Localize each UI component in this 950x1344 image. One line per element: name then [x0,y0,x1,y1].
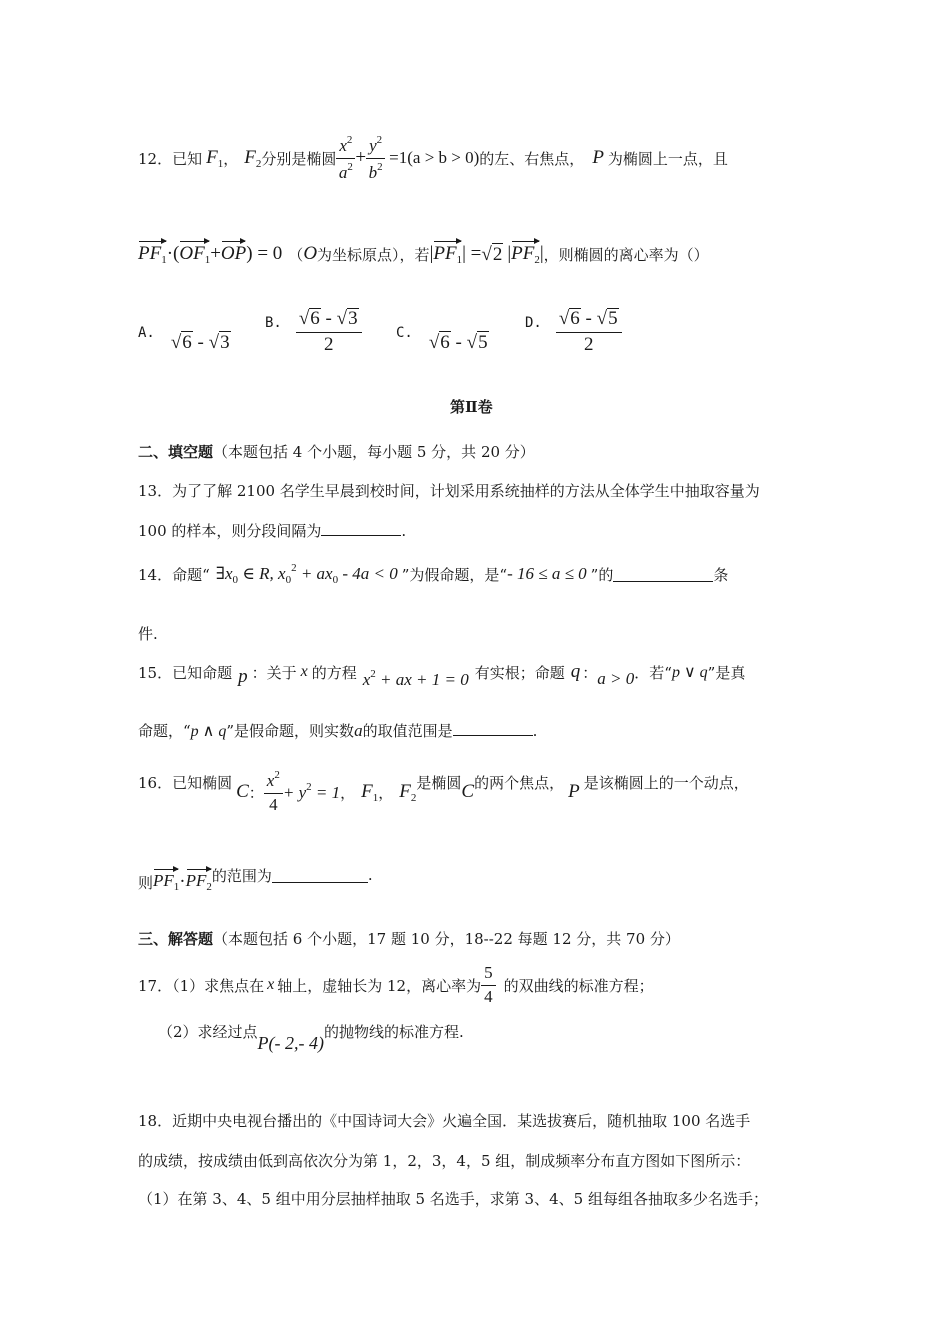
q12-vec-OF1: $OF_1$ [179,242,211,266]
q15-text2: 的方程 [311,663,357,682]
q12-plus2: + [210,243,221,264]
q16-colon: ： [248,783,264,802]
option-c-expr: √ 6 - √ 5 [428,331,488,353]
q12-abs2-r: | [539,243,544,264]
q13-end: . [401,522,407,540]
q17-point: P(- 2,- 4) [257,1032,325,1053]
q12-vec-OP: OP [220,243,247,264]
q12-paren: （ [288,245,304,264]
q12-text: 分别是椭圆 [261,149,337,168]
q15-text1: ：关于 [251,663,297,682]
q13-text: 100 的样本，则分段间隔为 [138,522,322,540]
q17-x: x [267,976,275,993]
q12-F1: $F_1$ [206,146,224,170]
q15-answer-blank[interactable] [453,721,533,736]
q15-line2 [138,720,537,741]
section-title: 第Ⅱ卷 [450,398,493,416]
q17-line2-a: （2）求经过点 [158,1022,258,1041]
q12-plus: + [355,147,367,168]
option-b[interactable] [265,304,362,360]
q12-line1 [138,133,728,182]
q15-equation: $x^2$ + ax + 1 = 0 [362,668,469,689]
q15-line2-b: ”是假命题，则实数 [226,722,355,740]
q15-text3: 有实根；命题 [474,663,565,682]
q18-line2: 的成绩，按成绩由低到高依次分为第 1，2，3，4，5 组，制成频率分布直方图如下图所示： [138,1152,751,1170]
q12-close-eq0: ) = 0 [246,243,283,264]
q15-p-or-q: p ∨ q [671,664,708,681]
q12-P: P [592,147,604,168]
option-d[interactable] [525,304,622,360]
q15-line1 [138,652,745,692]
option-b-expr: √ 6 - √ 3 2 [296,308,362,356]
q12-text5: ，则椭圆的离心率为（） [543,245,709,264]
q15-end: . [532,722,538,740]
q12-equation-rhs: =1(a > b > 0) [389,148,480,167]
option-c[interactable] [396,308,489,358]
q15-condition: a > 0 [597,669,635,688]
q12-abs-l: | [429,243,434,264]
q12-line2 [138,236,709,272]
q15-number: 15．已知命题 [138,663,233,682]
q16-F1: $F_1$ [361,780,379,804]
q16-text2: 的两个焦点， [474,773,565,792]
q12-dot-open: ·( [166,243,180,264]
q16-comma2: ， [378,783,394,802]
q17-line2 [158,1018,464,1058]
q15-text5: ”是真 [707,663,746,682]
q16-number: 16．已知椭圆 [138,773,233,792]
q13-line2 [138,520,406,541]
q15-line2-c: 的取值范围是 [362,722,453,740]
q15-colon: ： [582,663,598,682]
option-d-expr: √ 6 - √ 5 2 [556,308,622,356]
q18-line1: 18．近期中央电视台播出的《中国诗词大会》火遍全国．某选拔赛后，随机抽取 100 名选手 [138,1112,751,1130]
option-d-label: D. [525,315,542,331]
q14-answer-blank[interactable] [613,567,713,582]
q17-text2: 的双曲线的标准方程； [503,976,654,995]
q15-x: x [300,663,308,680]
q14-text1: ”为假命题，是“ [401,565,508,584]
part2-heading: 二、填空题 [138,443,214,461]
option-a-label: A. [138,325,155,341]
option-a[interactable] [138,308,231,358]
q14-text3: 条 [713,565,729,584]
q12-vec-PF1: $PF_1$ [138,242,167,266]
q15-line2-a: 命题，“ [138,722,191,740]
q12-vec-PF2: $PF_2$ [511,242,540,266]
q14-text2: ”的 [590,565,614,584]
q16-answer-blank[interactable] [272,868,368,883]
q16-vec-PF1: $PF_1$ [153,871,180,893]
q12-frac-x: $\frac{x^2}{a^2}$ [336,134,355,182]
q12-O: O [303,243,318,264]
q16-equation-rest: + $y^2 = 1$ [282,781,341,802]
option-a-expr: √ 6 - √ 3 [170,331,230,353]
q16-line1 [138,762,749,822]
part2-note: （本题包括 4 个小题，每小题 5 分，共 20 分） [213,443,535,461]
q15-a: a [354,721,363,740]
q12-F2: $F_2$ [244,146,262,170]
q14-number: 14．命题“ [138,565,210,584]
q16-line2-b: 的范围为 [211,866,272,885]
q15-text4: ．若“ [634,663,672,682]
q14-condition: - 16 ≤ a ≤ 0 [507,564,587,583]
option-b-label: B. [265,315,282,331]
q16-vec-PF2: $PF_2$ [185,871,212,893]
q13-line1: 13．为了了解 2100 名学生早晨到校时间，计划采用系统抽样的方法从全体学生中抽取容量为 [138,482,760,500]
q13-answer-blank[interactable] [321,521,401,536]
q16-line2-a: 则 [138,873,154,892]
q16-P: P [568,781,580,802]
q12-abs-r: | = [462,243,482,264]
q12-comma: ， [223,149,239,168]
q16-line2 [138,864,373,900]
q12-text2: 的左、右焦点， [479,149,585,168]
q15-q: q [570,661,581,682]
q15-p: p [238,666,248,687]
q16-dot: · [179,871,186,892]
q12-frac-y: $\frac{y^2}{b^2}$ [366,134,385,182]
q18-line3: （1）在第 3、4、5 组中用分层抽样抽取 5 名选手，求第 3、4、5 组每组各抽取多少名选手； [138,1190,768,1208]
q14-proposition: $\exists x_0$ ∈ R, $x_0^2 + ax_0 - 4a < 0$ [215,562,398,586]
q12-abs2-l: | [507,243,512,264]
q17-number: 17．（1）求焦点在 [138,976,265,995]
q16-comma: ， [340,783,356,802]
q17-frac: $\frac{5}{4}$ [481,964,496,1006]
part3-heading-line [138,928,680,949]
q12-number: 12．已知 [138,149,203,168]
q16-text3: 是该椭圆上的一个动点， [583,773,749,792]
q17-text1: 轴上，虚轴长为 12，离心率为 [277,976,482,995]
part3-heading: 三、解答题 [138,930,214,948]
q15-p-and-q: p ∧ q [190,723,227,740]
q16-C2: C [461,781,475,802]
option-c-label: C. [396,325,413,341]
q16-F2: $F_2$ [399,780,417,804]
part3-note: （本题包括 6 个小题，17 题 10 分，18--22 每题 12 分，共 70 分） [213,930,680,948]
q12-text4: 为坐标原点），若 [317,245,430,264]
q16-C: C [236,781,249,802]
q17-line1 [138,960,654,1010]
q12-sqrt2: √ 2 [481,243,503,265]
q14-line2: 件. [138,625,158,643]
q14-line1 [138,558,728,590]
q16-text1: 是椭圆 [416,773,462,792]
q16-end: . [367,866,373,884]
q12-text3: 为椭圆上一点，且 [607,149,728,168]
part2-heading-line [138,441,535,462]
q12-vec-PF1b: $PF_1$ [433,242,463,266]
q16-frac: $\frac{x^2}{4}$ [264,769,283,814]
q17-line2-b: 的抛物线的标准方程. [324,1022,464,1041]
